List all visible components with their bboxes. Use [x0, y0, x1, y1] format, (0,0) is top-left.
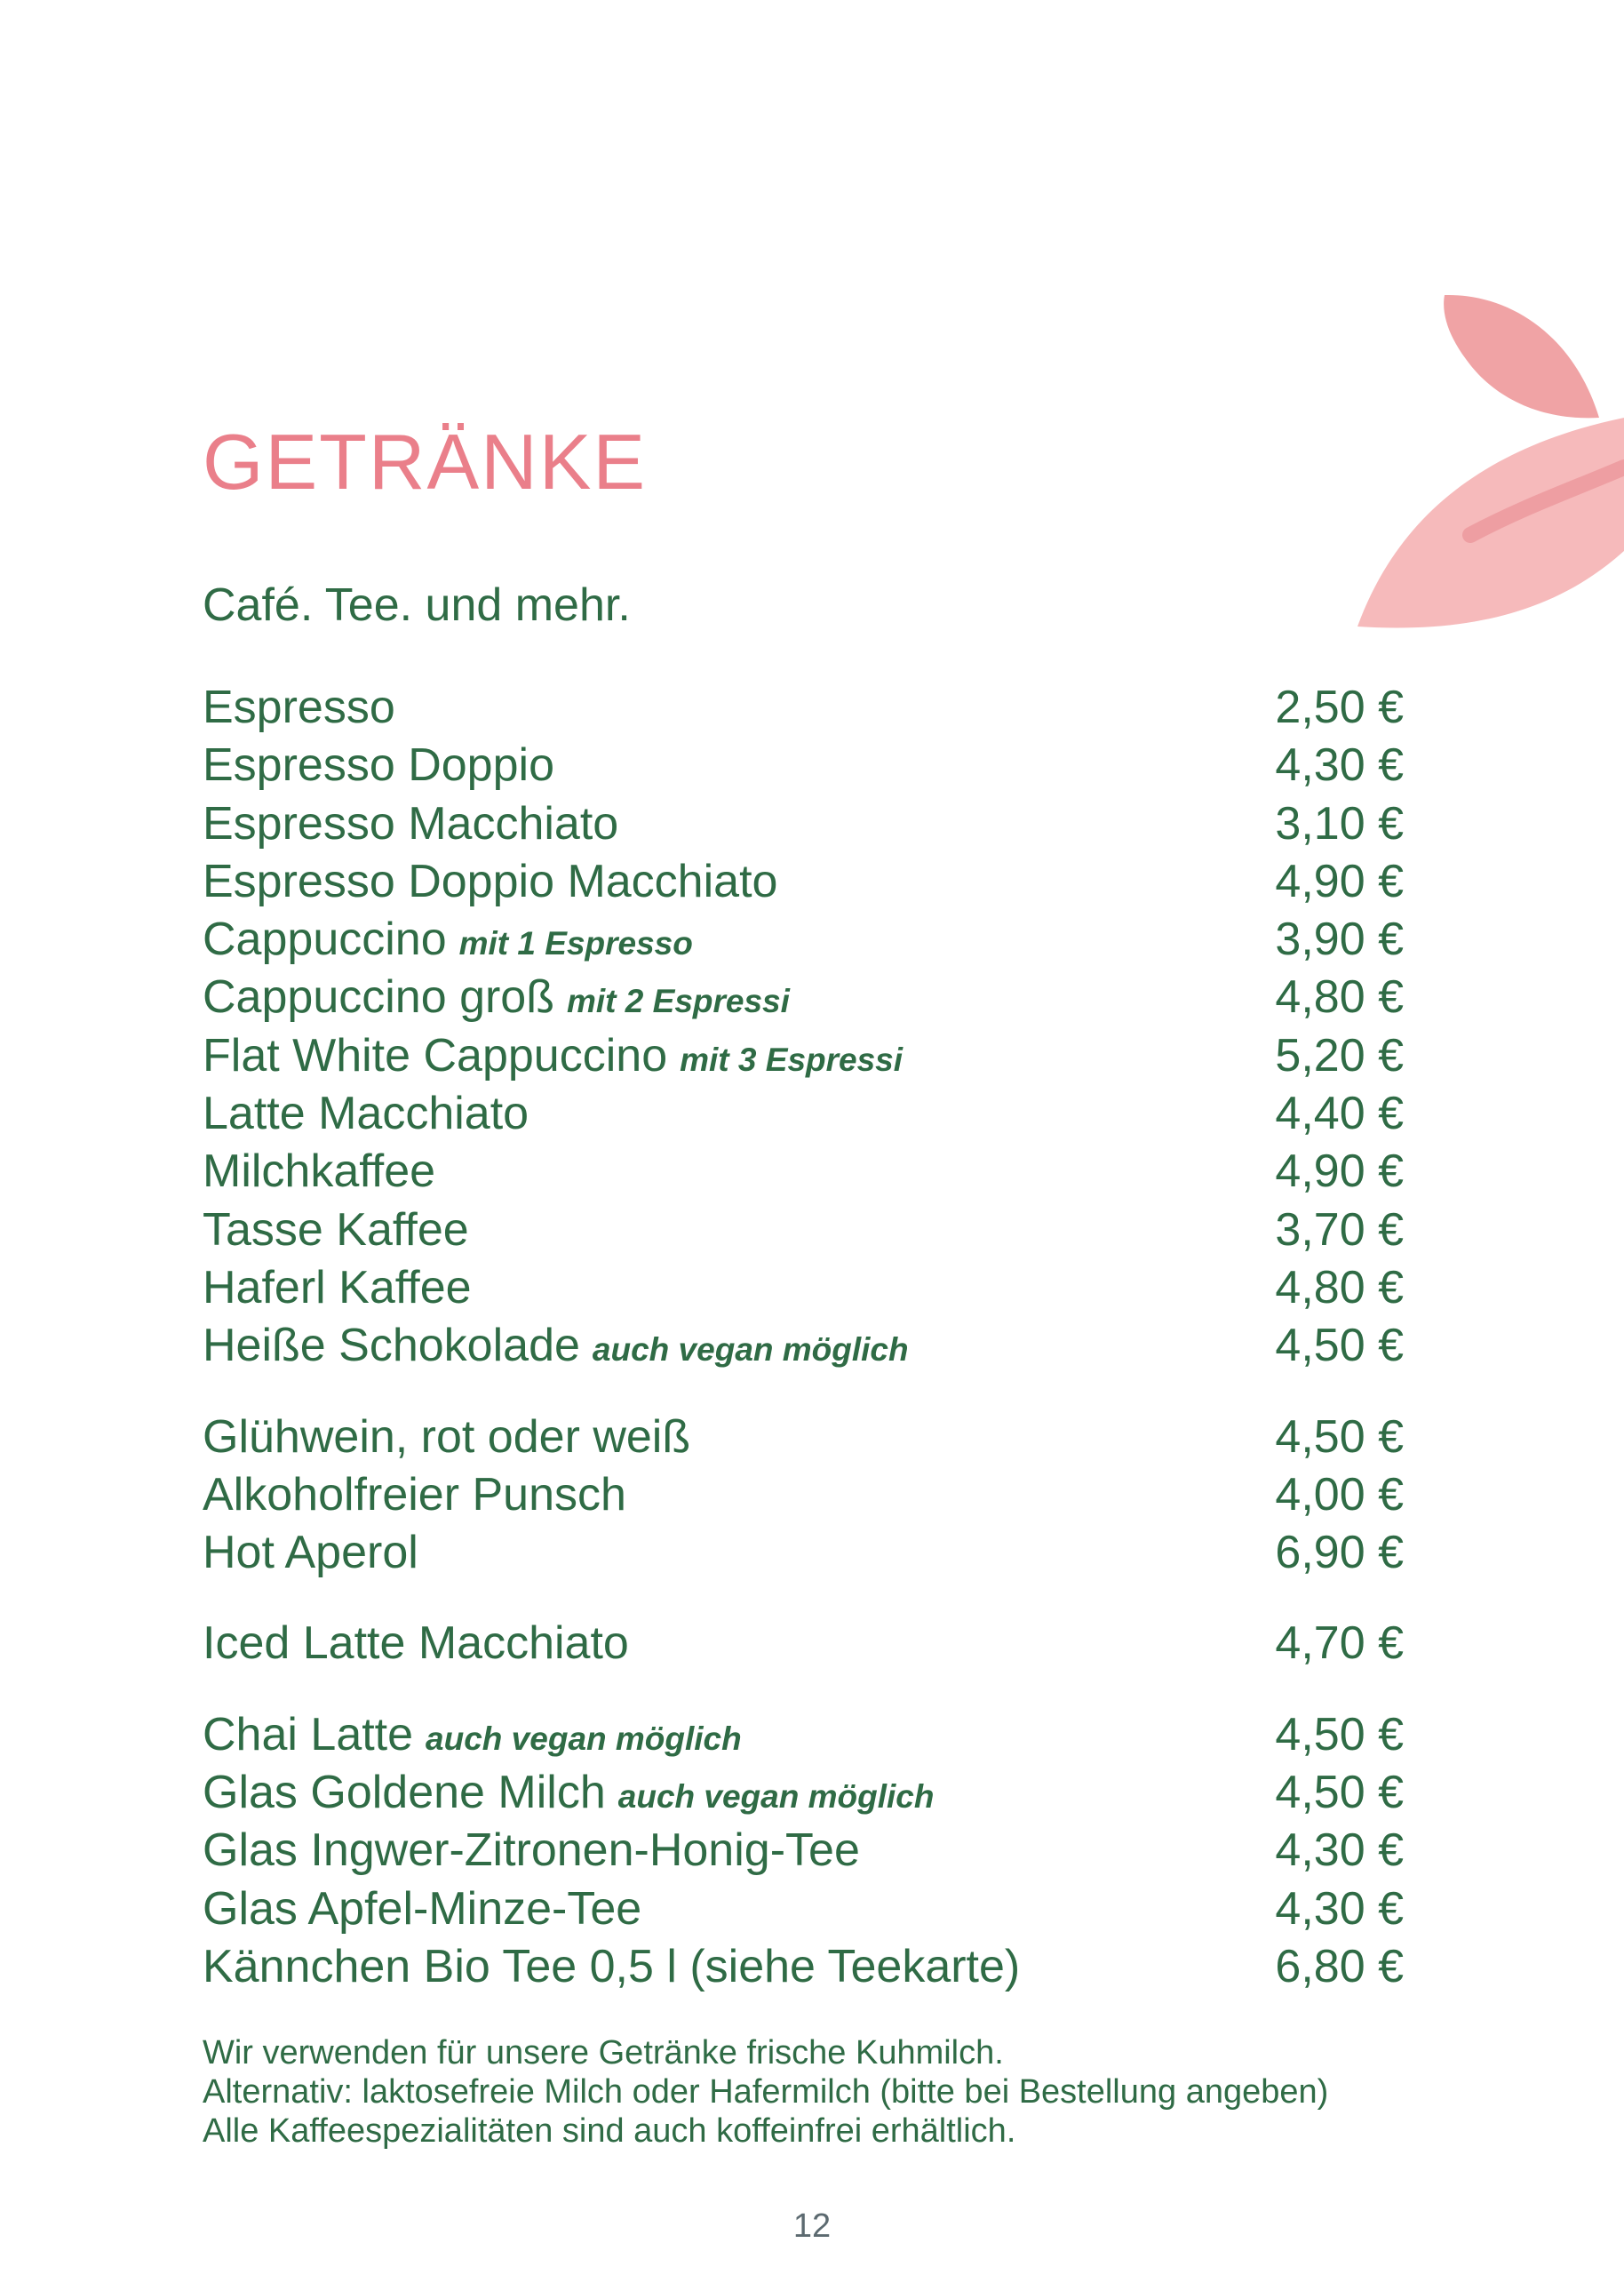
- item-price: 4,90 €: [1275, 855, 1404, 907]
- leaf-back-icon: [1444, 295, 1599, 418]
- item-price: 4,80 €: [1275, 1261, 1404, 1313]
- menu-item: [203, 1143, 1404, 1201]
- item-name: Espresso Macchiato: [203, 797, 619, 850]
- menu-item: [203, 1409, 1404, 1466]
- menu-item: [203, 1706, 1404, 1764]
- menu-item: [203, 1524, 1404, 1582]
- item-price: 4,00 €: [1275, 1468, 1404, 1521]
- leaf-decoration-icon: [1341, 284, 1624, 640]
- menu-item: [203, 1027, 1404, 1085]
- item-price: 4,40 €: [1275, 1088, 1404, 1140]
- menu-group: [203, 1615, 1404, 1672]
- menu-item: [203, 1822, 1404, 1880]
- item-name: Espresso Doppio: [203, 739, 554, 792]
- item-price: 3,10 €: [1275, 797, 1404, 850]
- item-price: 4,50 €: [1275, 1767, 1404, 1819]
- item-name: Iced Latte Macchiato: [203, 1617, 629, 1670]
- item-name: Espresso Doppio Macchiato: [203, 855, 778, 907]
- menu-item: [203, 1317, 1404, 1375]
- item-price: 4,80 €: [1275, 971, 1404, 1024]
- menu-group: [203, 1706, 1404, 1996]
- menu-item: [203, 911, 1404, 969]
- menu-item: [203, 795, 1404, 853]
- item-name: Latte Macchiato: [203, 1088, 529, 1140]
- item-price: 4,90 €: [1275, 1145, 1404, 1198]
- menu-item-label: [203, 1938, 1020, 2007]
- menu-item: [203, 679, 1404, 737]
- menu-group: [203, 1409, 1404, 1583]
- item-name: Kännchen Bio Tee 0,5 l (siehe Teekarte): [203, 1940, 1021, 1992]
- item-name: Chai Latte: [203, 1708, 414, 1760]
- menu-item: [203, 1201, 1404, 1259]
- item-price: 4,30 €: [1275, 1824, 1404, 1877]
- section-subtitle: Café. Tee. und mehr.: [203, 579, 631, 631]
- menu-item: [203, 1259, 1404, 1317]
- item-name: Tasse Kaffee: [203, 1203, 469, 1256]
- footer-note: Wir verwenden für unsere Getränke frische Kuhmilch.: [203, 2034, 1004, 2071]
- page-number: 12: [792, 2207, 832, 2245]
- footer-notes: [203, 2033, 1328, 2151]
- page-title: GETRÄNKE: [203, 418, 648, 506]
- menu-item: [203, 1938, 1404, 1996]
- menu-item: [203, 853, 1404, 911]
- menu-item: [203, 969, 1404, 1026]
- item-price: 4,30 €: [1275, 739, 1404, 792]
- item-price: 6,80 €: [1275, 1940, 1404, 1992]
- item-price: 2,50 €: [1275, 682, 1404, 733]
- item-price: 6,90 €: [1275, 1527, 1404, 1579]
- item-note: mit 1 Espresso: [458, 925, 693, 962]
- item-name: Cappuccino: [203, 914, 447, 966]
- item-price: 4,50 €: [1275, 1320, 1404, 1372]
- menu-group: [203, 679, 1404, 1376]
- menu-item-label: [203, 1317, 909, 1385]
- menu-item-label: [203, 1615, 629, 1683]
- item-name: Espresso: [203, 682, 395, 733]
- drinks-menu: [203, 679, 1404, 1996]
- item-name: Glas Ingwer-Zitronen-Honig-Tee: [203, 1824, 860, 1877]
- item-name: Hot Aperol: [203, 1527, 418, 1579]
- item-price: 4,30 €: [1275, 1882, 1404, 1935]
- item-name: Heiße Schokolade: [203, 1320, 580, 1372]
- item-note: auch vegan möglich: [617, 1778, 935, 1816]
- item-note: auch vegan möglich: [426, 1720, 742, 1757]
- item-price: 4,50 €: [1275, 1410, 1404, 1463]
- item-price: 3,70 €: [1275, 1203, 1404, 1256]
- item-name: Milchkaffee: [203, 1145, 436, 1198]
- menu-item: [203, 1466, 1404, 1524]
- menu-item: [203, 1615, 1404, 1672]
- item-note: auch vegan möglich: [592, 1331, 909, 1369]
- footer-note: Alternativ: laktosefreie Milch oder Hafermilch (bitte bei Bestellung angeben): [203, 2073, 1329, 2111]
- item-name: Flat White Cappuccino: [203, 1029, 668, 1082]
- item-note: mit 3 Espressi: [680, 1041, 904, 1078]
- item-price: 5,20 €: [1275, 1029, 1404, 1082]
- item-name: Cappuccino groß: [203, 971, 554, 1024]
- item-name: Alkoholfreier Punsch: [203, 1468, 626, 1521]
- item-name: Haferl Kaffee: [203, 1261, 472, 1313]
- menu-item: [203, 1764, 1404, 1822]
- item-name: Glas Goldene Milch: [203, 1767, 606, 1819]
- footer-note: Alle Kaffeespezialitäten sind auch koffeinfrei erhältlich.: [203, 2112, 1016, 2150]
- item-price: 3,90 €: [1275, 914, 1404, 966]
- item-price: 4,70 €: [1275, 1617, 1404, 1670]
- menu-item-label: [203, 1524, 418, 1592]
- item-price: 4,50 €: [1275, 1708, 1404, 1760]
- item-name: Glas Apfel-Minze-Tee: [203, 1882, 642, 1935]
- item-note: mit 2 Espressi: [567, 983, 790, 1020]
- item-name: Glühwein, rot oder weiß: [203, 1410, 691, 1463]
- menu-item: [203, 737, 1404, 794]
